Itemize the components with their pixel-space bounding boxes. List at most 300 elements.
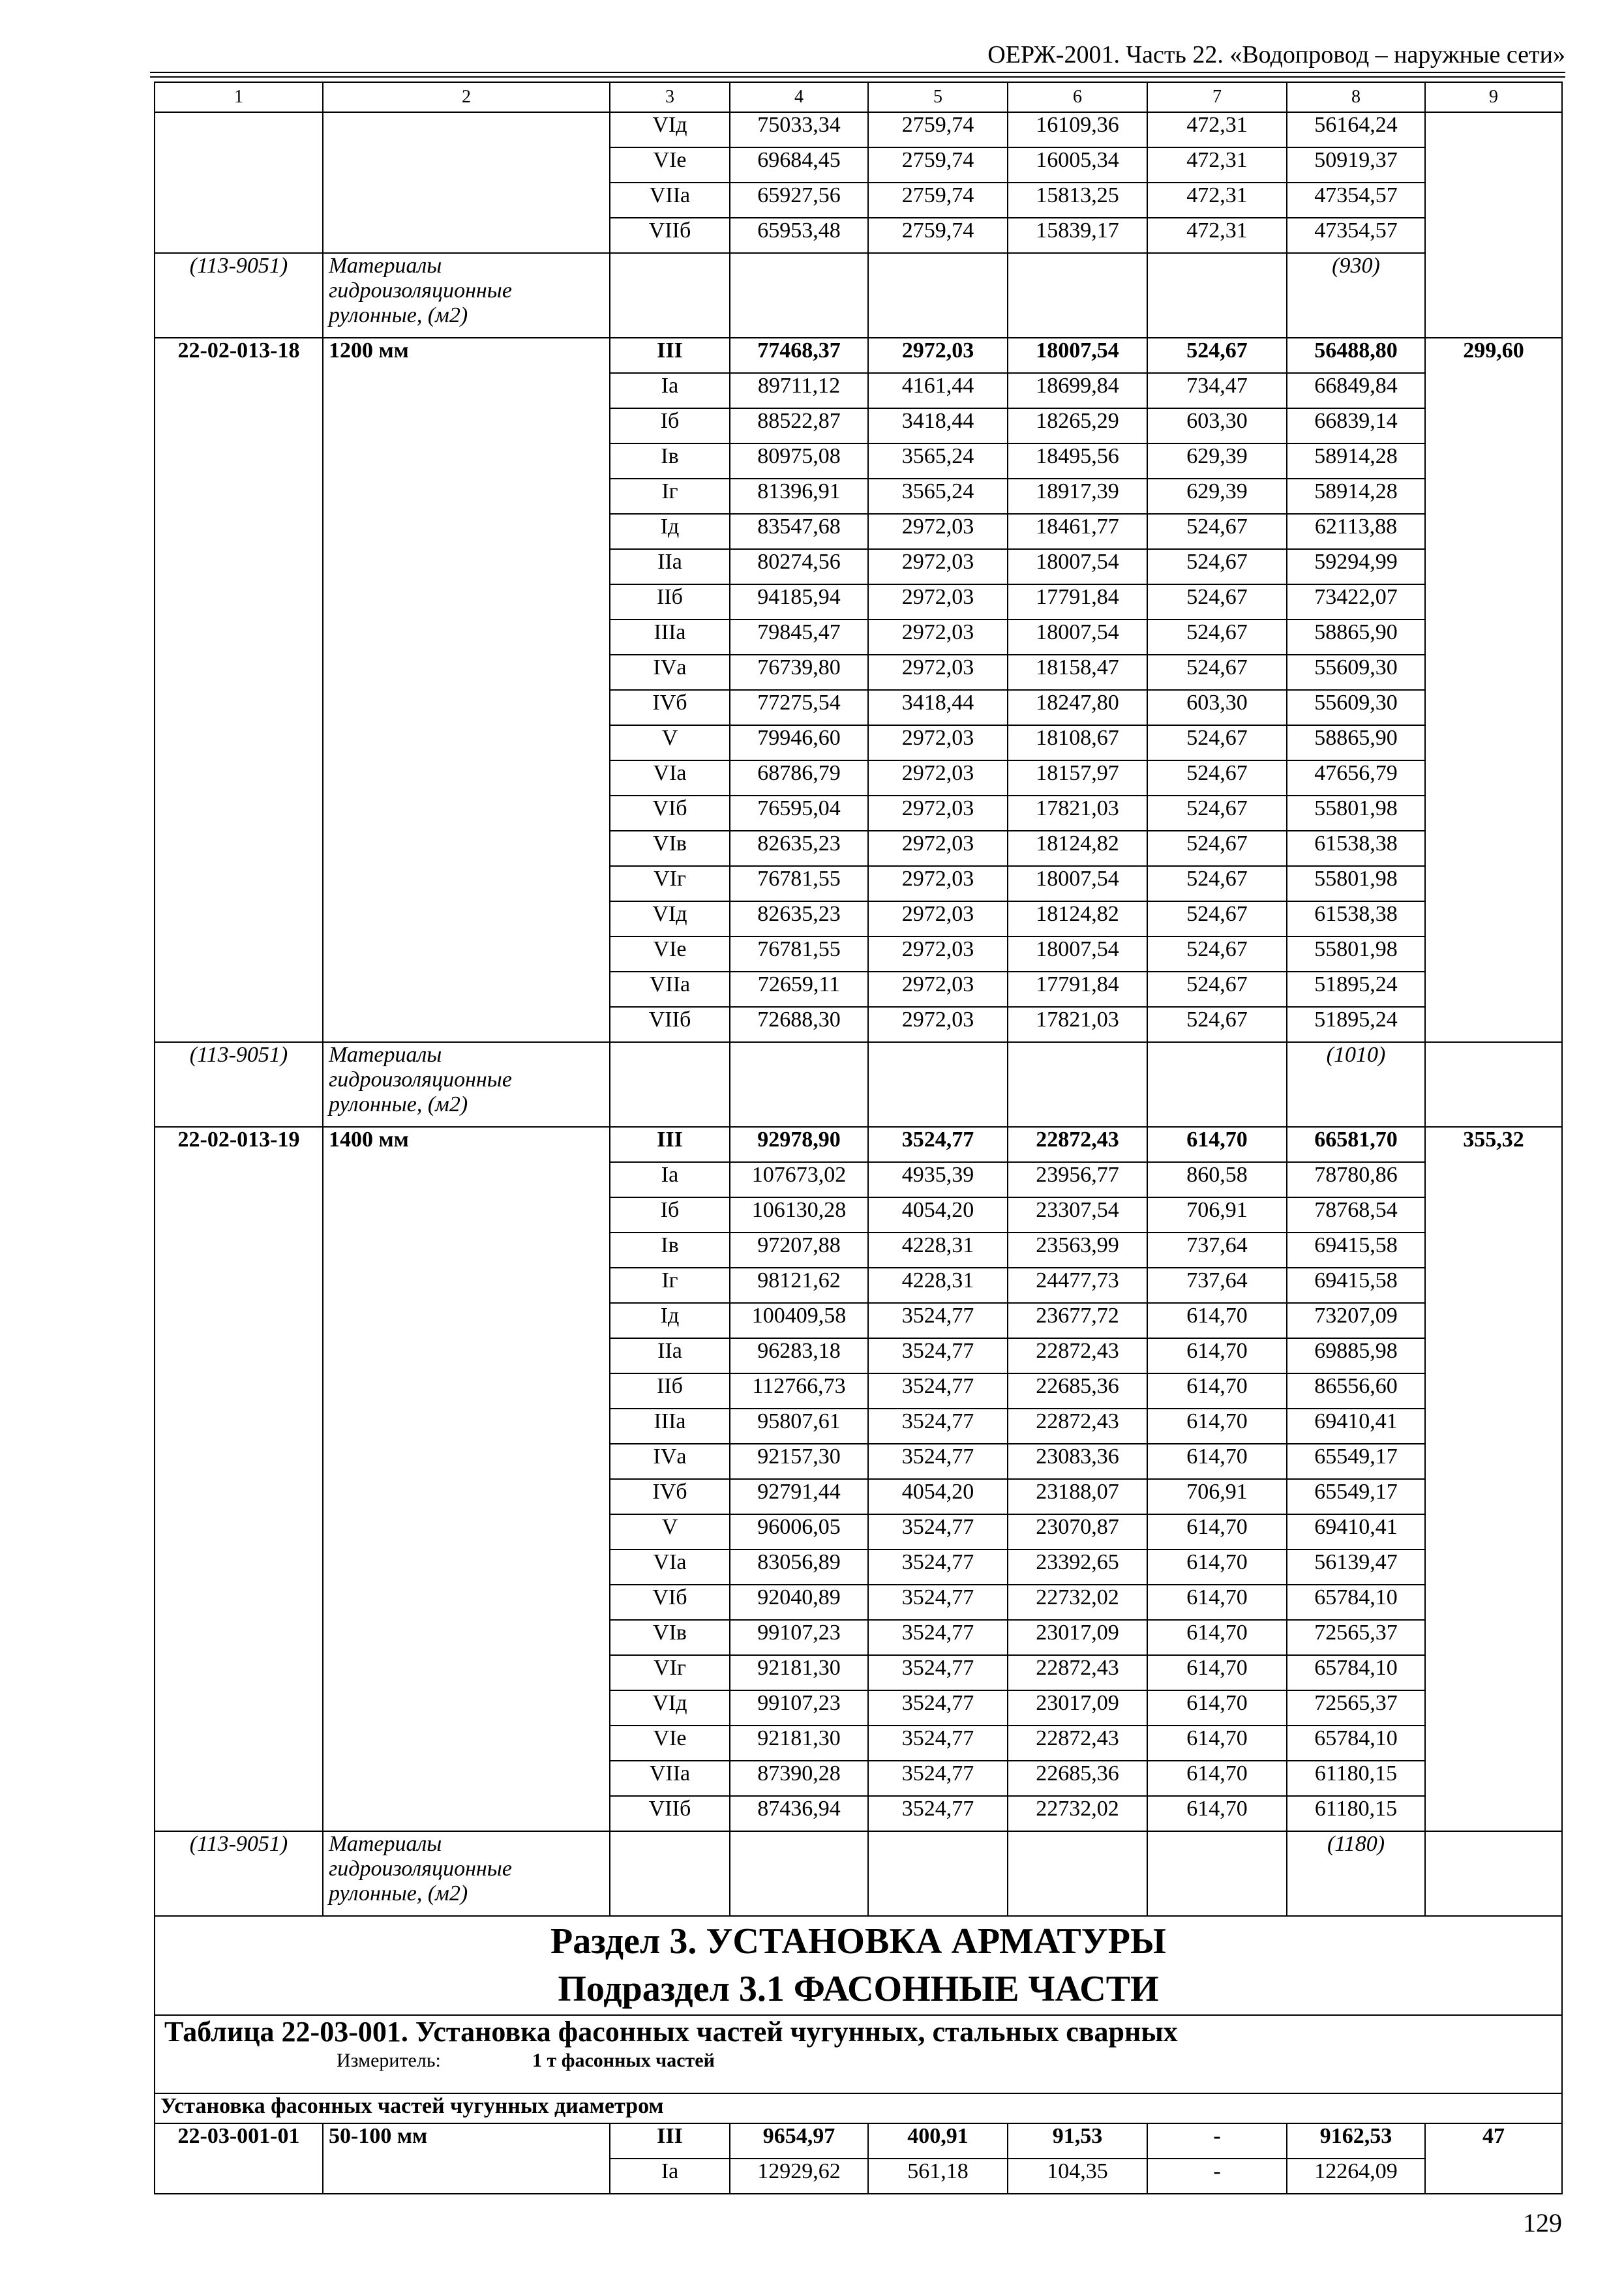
value-cell-c7: 614,70 — [1147, 1761, 1287, 1796]
zone-cell: IIIа — [610, 620, 730, 655]
value-cell-c8: 58865,90 — [1287, 620, 1425, 655]
zone-cell: VIа — [610, 760, 730, 796]
value-cell-c7: 614,70 — [1147, 1796, 1287, 1831]
zone-cell: Iв — [610, 443, 730, 479]
value-cell-c6: 23392,65 — [1008, 1549, 1147, 1585]
column-number: 2 — [323, 82, 610, 112]
value-cell-c6: 23563,99 — [1008, 1233, 1147, 1268]
zone-cell: Iв — [610, 1233, 730, 1268]
value-cell-c8: 66839,14 — [1287, 408, 1425, 443]
value-cell-c4: 77275,54 — [730, 690, 868, 725]
value-cell-c6: 16005,34 — [1008, 147, 1147, 183]
section-title: Раздел 3. УСТАНОВКА АРМАТУРЫ — [550, 1921, 1166, 1962]
value-cell-c6: 22732,02 — [1008, 1796, 1147, 1831]
material-note-row — [155, 1042, 1562, 1127]
value-cell-c6: 23956,77 — [1008, 1162, 1147, 1197]
value-cell-c5: 400,91 — [868, 2123, 1008, 2159]
value-cell-c8: 58914,28 — [1287, 443, 1425, 479]
value-cell-c7: 524,67 — [1147, 972, 1287, 1007]
value-cell-c4: 82635,23 — [730, 831, 868, 866]
value-cell-c4: 106130,28 — [730, 1197, 868, 1233]
value-cell-c8: 47354,57 — [1287, 183, 1425, 218]
value-cell-c8: 61180,15 — [1287, 1761, 1425, 1796]
value-cell-c6: 23188,07 — [1008, 1479, 1147, 1514]
value-cell-c6: 91,53 — [1008, 2123, 1147, 2159]
value-cell-c5: 2972,03 — [868, 901, 1008, 936]
zone-cell: VIIа — [610, 1761, 730, 1796]
value-cell-c4: 76781,55 — [730, 936, 868, 972]
subsection-label: Установка фасонных частей чугунных диаметром — [155, 2093, 1562, 2123]
name-cell — [323, 112, 610, 253]
value-cell-c5: 4935,39 — [868, 1162, 1008, 1197]
value-cell-c4: 79845,47 — [730, 620, 868, 655]
value-cell-c8: 65784,10 — [1287, 1655, 1425, 1690]
value-cell-c8: 55801,98 — [1287, 936, 1425, 972]
zone-cell: Iа — [610, 1162, 730, 1197]
subsection-label-row — [155, 2093, 1562, 2123]
value-cell-c5: 2972,03 — [868, 760, 1008, 796]
value-cell-c8: 86556,60 — [1287, 1373, 1425, 1409]
value-cell-c5: 2759,74 — [868, 112, 1008, 147]
value-cell-c4: 65953,48 — [730, 218, 868, 253]
total-cell — [1425, 112, 1562, 338]
value-cell-c5: 2759,74 — [868, 183, 1008, 218]
value-cell-c5: 4054,20 — [868, 1479, 1008, 1514]
empty-cell — [730, 253, 868, 338]
value-cell-c7: 614,70 — [1147, 1620, 1287, 1655]
value-cell-c6: 22872,43 — [1008, 1338, 1147, 1373]
value-cell-c5: 4228,31 — [868, 1233, 1008, 1268]
value-cell-c7: 524,67 — [1147, 725, 1287, 760]
column-number: 8 — [1287, 82, 1425, 112]
column-number: 6 — [1008, 82, 1147, 112]
value-cell-c5: 3524,77 — [868, 1338, 1008, 1373]
zone-cell: VIд — [610, 1690, 730, 1726]
value-cell-c7: 524,67 — [1147, 936, 1287, 972]
value-cell-c4: 68786,79 — [730, 760, 868, 796]
value-cell-c6: 23083,36 — [1008, 1444, 1147, 1479]
value-cell-c4: 88522,87 — [730, 408, 868, 443]
value-cell-c7: 614,70 — [1147, 1655, 1287, 1690]
value-cell-c6: 24477,73 — [1008, 1268, 1147, 1303]
material-code: (113-9051) — [155, 1042, 323, 1127]
material-name: Материалы гидроизоляционные рулонные, (м2) — [323, 1042, 610, 1127]
zone-cell: Iд — [610, 514, 730, 549]
value-cell-c4: 75033,34 — [730, 112, 868, 147]
value-cell-c5: 2972,03 — [868, 866, 1008, 901]
value-cell-c6: 18157,97 — [1008, 760, 1147, 796]
value-cell-c4: 92791,44 — [730, 1479, 868, 1514]
value-cell-c5: 4228,31 — [868, 1268, 1008, 1303]
zone-cell: IIа — [610, 549, 730, 584]
value-cell-c8: 73422,07 — [1287, 584, 1425, 620]
value-cell-c4: 9654,97 — [730, 2123, 868, 2159]
value-cell-c5: 3418,44 — [868, 690, 1008, 725]
value-cell-c7: 629,39 — [1147, 443, 1287, 479]
zone-cell: VIе — [610, 936, 730, 972]
value-cell-c8: 58865,90 — [1287, 725, 1425, 760]
empty-cell — [1147, 1042, 1287, 1127]
value-cell-c6: 22872,43 — [1008, 1726, 1147, 1761]
name-cell: 50-100 мм — [323, 2123, 610, 2194]
empty-cell — [1008, 1042, 1147, 1127]
value-cell-c5: 3524,77 — [868, 1655, 1008, 1690]
value-cell-c8: 56139,47 — [1287, 1549, 1425, 1585]
value-cell-c5: 2972,03 — [868, 725, 1008, 760]
value-cell-c6: 22685,36 — [1008, 1761, 1147, 1796]
value-cell-c5: 2972,03 — [868, 584, 1008, 620]
value-cell-c7: 614,70 — [1147, 1373, 1287, 1409]
zone-cell: Iб — [610, 1197, 730, 1233]
value-cell-c7: 614,70 — [1147, 1444, 1287, 1479]
material-name: Материалы гидроизоляционные рулонные, (м2) — [323, 1831, 610, 1916]
value-cell-c7: 614,70 — [1147, 1409, 1287, 1444]
zone-cell: III — [610, 2123, 730, 2159]
value-cell-c4: 97207,88 — [730, 1233, 868, 1268]
value-cell-c8: 69415,58 — [1287, 1233, 1425, 1268]
value-cell-c7: 614,70 — [1147, 1690, 1287, 1726]
value-cell-c5: 3524,77 — [868, 1514, 1008, 1549]
value-cell-c6: 18495,56 — [1008, 443, 1147, 479]
value-cell-c5: 3524,77 — [868, 1549, 1008, 1585]
value-cell-c4: 72688,30 — [730, 1007, 868, 1042]
zone-cell: Iб — [610, 408, 730, 443]
value-cell-c7: 524,67 — [1147, 760, 1287, 796]
value-cell-c7: 614,70 — [1147, 1338, 1287, 1373]
zone-cell: Iг — [610, 1268, 730, 1303]
value-cell-c4: 92181,30 — [730, 1655, 868, 1690]
zone-cell: Iг — [610, 479, 730, 514]
zone-cell: VIе — [610, 147, 730, 183]
value-cell-c8: 69885,98 — [1287, 1338, 1425, 1373]
value-cell-c5: 3524,77 — [868, 1303, 1008, 1338]
value-cell-c4: 92157,30 — [730, 1444, 868, 1479]
zone-cell: IVб — [610, 1479, 730, 1514]
value-cell-c6: 18247,80 — [1008, 690, 1147, 725]
zone-cell: VIа — [610, 1549, 730, 1585]
value-cell-c7: 472,31 — [1147, 147, 1287, 183]
value-cell-c5: 2972,03 — [868, 936, 1008, 972]
empty-cell — [610, 1042, 730, 1127]
value-cell-c4: 95807,61 — [730, 1409, 868, 1444]
value-cell-c8: 56164,24 — [1287, 112, 1425, 147]
value-cell-c5: 3524,77 — [868, 1409, 1008, 1444]
zone-cell: IIIа — [610, 1409, 730, 1444]
value-cell-c7: 614,70 — [1147, 1549, 1287, 1585]
column-number: 9 — [1425, 82, 1562, 112]
value-cell-c4: 65927,56 — [730, 183, 868, 218]
value-cell-c4: 99107,23 — [730, 1620, 868, 1655]
value-cell-c7: 860,58 — [1147, 1162, 1287, 1197]
zone-cell: VIIб — [610, 1007, 730, 1042]
value-cell-c5: 2972,03 — [868, 796, 1008, 831]
zone-cell: IVб — [610, 690, 730, 725]
value-cell-c6: 18699,84 — [1008, 373, 1147, 408]
value-cell-c7: 524,67 — [1147, 549, 1287, 584]
value-cell-c4: 96283,18 — [730, 1338, 868, 1373]
value-cell-c8: 55609,30 — [1287, 690, 1425, 725]
value-cell-c5: 2759,74 — [868, 218, 1008, 253]
empty-cell — [1147, 253, 1287, 338]
section-header — [155, 1916, 1562, 2015]
empty-cell — [868, 253, 1008, 338]
value-cell-c5: 561,18 — [868, 2159, 1008, 2194]
zone-cell: VIб — [610, 1585, 730, 1620]
value-cell-c6: 18124,82 — [1008, 901, 1147, 936]
material-qty: (1010) — [1287, 1042, 1425, 1127]
value-cell-c8: 58914,28 — [1287, 479, 1425, 514]
value-cell-c7: 603,30 — [1147, 408, 1287, 443]
value-cell-c7: 614,70 — [1147, 1585, 1287, 1620]
value-cell-c6: 17821,03 — [1008, 1007, 1147, 1042]
zone-cell: Iд — [610, 1303, 730, 1338]
material-note-row — [155, 253, 1562, 338]
value-cell-c4: 87436,94 — [730, 1796, 868, 1831]
zone-cell: III — [610, 1127, 730, 1162]
value-cell-c6: 22685,36 — [1008, 1373, 1147, 1409]
value-cell-c5: 2972,03 — [868, 549, 1008, 584]
material-code: (113-9051) — [155, 1831, 323, 1916]
value-cell-c6: 18265,29 — [1008, 408, 1147, 443]
value-cell-c4: 77468,37 — [730, 338, 868, 373]
zone-cell: VIIб — [610, 1796, 730, 1831]
value-cell-c6: 18007,54 — [1008, 549, 1147, 584]
value-cell-c7: 524,67 — [1147, 338, 1287, 373]
value-cell-c7: 737,64 — [1147, 1233, 1287, 1268]
value-cell-c7: - — [1147, 2159, 1287, 2194]
column-number-row — [155, 82, 1562, 112]
value-cell-c8: 12264,09 — [1287, 2159, 1425, 2194]
value-cell-c5: 3524,77 — [868, 1444, 1008, 1479]
value-cell-c5: 3524,77 — [868, 1726, 1008, 1761]
value-cell-c6: 16109,36 — [1008, 112, 1147, 147]
value-cell-c6: 18007,54 — [1008, 620, 1147, 655]
value-cell-c7: 524,67 — [1147, 901, 1287, 936]
value-cell-c6: 23307,54 — [1008, 1197, 1147, 1233]
value-cell-c8: 55801,98 — [1287, 866, 1425, 901]
value-cell-c5: 3524,77 — [868, 1373, 1008, 1409]
value-cell-c8: 50919,37 — [1287, 147, 1425, 183]
value-cell-c8: 65549,17 — [1287, 1479, 1425, 1514]
value-cell-c6: 22872,43 — [1008, 1655, 1147, 1690]
value-cell-c5: 3524,77 — [868, 1796, 1008, 1831]
value-cell-c7: 734,47 — [1147, 373, 1287, 408]
value-cell-c4: 76739,80 — [730, 655, 868, 690]
value-cell-c5: 4054,20 — [868, 1197, 1008, 1233]
value-cell-c5: 2972,03 — [868, 972, 1008, 1007]
value-cell-c5: 2759,74 — [868, 147, 1008, 183]
value-cell-c4: 92181,30 — [730, 1726, 868, 1761]
value-cell-c8: 47656,79 — [1287, 760, 1425, 796]
column-number: 7 — [1147, 82, 1287, 112]
value-cell-c6: 23070,87 — [1008, 1514, 1147, 1549]
value-cell-c7: 737,64 — [1147, 1268, 1287, 1303]
zone-cell: VIIб — [610, 218, 730, 253]
value-cell-c8: 55801,98 — [1287, 796, 1425, 831]
value-cell-c7: 629,39 — [1147, 479, 1287, 514]
value-cell-c7: 472,31 — [1147, 183, 1287, 218]
material-note-row — [155, 1831, 1562, 1916]
table-row-main — [155, 338, 1562, 373]
empty-cell — [1147, 1831, 1287, 1916]
value-cell-c4: 12929,62 — [730, 2159, 868, 2194]
value-cell-c7: 524,67 — [1147, 620, 1287, 655]
zone-cell: IIа — [610, 1338, 730, 1373]
empty-cell — [1425, 1831, 1562, 1916]
value-cell-c8: 62113,88 — [1287, 514, 1425, 549]
value-cell-c5: 2972,03 — [868, 620, 1008, 655]
value-cell-c4: 69684,45 — [730, 147, 868, 183]
value-cell-c7: 614,70 — [1147, 1303, 1287, 1338]
value-cell-c8: 59294,99 — [1287, 549, 1425, 584]
column-number: 5 — [868, 82, 1008, 112]
meter-label: Измеритель: — [337, 2050, 441, 2072]
value-cell-c5: 2972,03 — [868, 338, 1008, 373]
value-cell-c8: 47354,57 — [1287, 218, 1425, 253]
value-cell-c7: 614,70 — [1147, 1726, 1287, 1761]
value-cell-c4: 81396,91 — [730, 479, 868, 514]
value-cell-c8: 66581,70 — [1287, 1127, 1425, 1162]
value-cell-c7: 706,91 — [1147, 1197, 1287, 1233]
material-code: (113-9051) — [155, 253, 323, 338]
value-cell-c6: 22872,43 — [1008, 1127, 1147, 1162]
value-cell-c5: 2972,03 — [868, 1007, 1008, 1042]
value-cell-c5: 2972,03 — [868, 831, 1008, 866]
material-qty: (930) — [1287, 253, 1425, 338]
value-cell-c4: 112766,73 — [730, 1373, 868, 1409]
table-row — [155, 112, 1562, 147]
value-cell-c6: 17791,84 — [1008, 972, 1147, 1007]
column-number: 4 — [730, 82, 868, 112]
value-cell-c4: 76595,04 — [730, 796, 868, 831]
value-cell-c7: 524,67 — [1147, 866, 1287, 901]
value-cell-c8: 73207,09 — [1287, 1303, 1425, 1338]
zone-cell: V — [610, 1514, 730, 1549]
value-cell-c8: 61538,38 — [1287, 901, 1425, 936]
running-header: ОЕРЖ-2001. Часть 22. «Водопровод – наружные сети» — [987, 41, 1565, 68]
value-cell-c8: 78768,54 — [1287, 1197, 1425, 1233]
value-cell-c6: 18158,47 — [1008, 655, 1147, 690]
value-cell-c8: 69415,58 — [1287, 1268, 1425, 1303]
value-cell-c6: 18124,82 — [1008, 831, 1147, 866]
value-cell-c8: 61180,15 — [1287, 1796, 1425, 1831]
table-row-main — [155, 1127, 1562, 1162]
header-rule — [150, 72, 1565, 73]
value-cell-c6: 18007,54 — [1008, 866, 1147, 901]
zone-cell: VIб — [610, 796, 730, 831]
value-cell-c7: 603,30 — [1147, 690, 1287, 725]
value-cell-c5: 3524,77 — [868, 1761, 1008, 1796]
empty-cell — [1008, 1831, 1147, 1916]
name-cell: 1400 мм — [323, 1127, 610, 1831]
value-cell-c7: 472,31 — [1147, 218, 1287, 253]
value-cell-c7: 524,67 — [1147, 514, 1287, 549]
value-cell-c7: 524,67 — [1147, 796, 1287, 831]
value-cell-c8: 65784,10 — [1287, 1726, 1425, 1761]
value-cell-c7: 524,67 — [1147, 831, 1287, 866]
value-cell-c7: 524,67 — [1147, 655, 1287, 690]
empty-cell — [868, 1042, 1008, 1127]
value-cell-c8: 78780,86 — [1287, 1162, 1425, 1197]
column-number: 1 — [155, 82, 323, 112]
value-cell-c6: 18917,39 — [1008, 479, 1147, 514]
total-cell: 299,60 — [1425, 338, 1562, 1042]
zone-cell: VIв — [610, 831, 730, 866]
value-cell-c4: 79946,60 — [730, 725, 868, 760]
value-cell-c6: 17821,03 — [1008, 796, 1147, 831]
value-cell-c7: 706,91 — [1147, 1479, 1287, 1514]
zone-cell: III — [610, 338, 730, 373]
zone-cell: IIб — [610, 1373, 730, 1409]
value-cell-c4: 83547,68 — [730, 514, 868, 549]
value-cell-c4: 107673,02 — [730, 1162, 868, 1197]
name-cell: 1200 мм — [323, 338, 610, 1042]
value-cell-c5: 3524,77 — [868, 1585, 1008, 1620]
zone-cell: VIIа — [610, 183, 730, 218]
value-cell-c5: 3524,77 — [868, 1620, 1008, 1655]
value-cell-c8: 51895,24 — [1287, 972, 1425, 1007]
code-cell — [155, 112, 323, 253]
value-cell-c4: 100409,58 — [730, 1303, 868, 1338]
value-cell-c8: 69410,41 — [1287, 1409, 1425, 1444]
value-cell-c4: 87390,28 — [730, 1761, 868, 1796]
value-cell-c8: 9162,53 — [1287, 2123, 1425, 2159]
zone-cell: VIе — [610, 1726, 730, 1761]
value-cell-c5: 3418,44 — [868, 408, 1008, 443]
value-cell-c6: 18108,67 — [1008, 725, 1147, 760]
value-cell-c4: 89711,12 — [730, 373, 868, 408]
value-cell-c6: 18007,54 — [1008, 936, 1147, 972]
value-cell-c7: 472,31 — [1147, 112, 1287, 147]
value-cell-c4: 82635,23 — [730, 901, 868, 936]
value-cell-c4: 92040,89 — [730, 1585, 868, 1620]
code-cell: 22-03-001-01 — [155, 2123, 323, 2194]
subsection-title: Подраздел 3.1 ФАСОННЫЕ ЧАСТИ — [558, 1969, 1159, 2009]
zone-cell: IVа — [610, 1444, 730, 1479]
value-cell-c8: 66849,84 — [1287, 373, 1425, 408]
value-cell-c8: 65549,17 — [1287, 1444, 1425, 1479]
value-cell-c5: 2972,03 — [868, 655, 1008, 690]
value-cell-c8: 51895,24 — [1287, 1007, 1425, 1042]
value-cell-c8: 56488,80 — [1287, 338, 1425, 373]
code-cell: 22-02-013-18 — [155, 338, 323, 1042]
value-cell-c8: 72565,37 — [1287, 1690, 1425, 1726]
zone-cell: V — [610, 725, 730, 760]
table-row-main — [155, 2123, 1562, 2159]
value-cell-c7: 614,70 — [1147, 1127, 1287, 1162]
zone-cell: Iа — [610, 373, 730, 408]
value-cell-c6: 22872,43 — [1008, 1409, 1147, 1444]
value-cell-c4: 80274,56 — [730, 549, 868, 584]
empty-cell — [610, 1831, 730, 1916]
value-cell-c7: 524,67 — [1147, 1007, 1287, 1042]
value-cell-c8: 69410,41 — [1287, 1514, 1425, 1549]
zone-cell: VIд — [610, 901, 730, 936]
value-cell-c4: 98121,62 — [730, 1268, 868, 1303]
table-title-row — [155, 2015, 1562, 2093]
zone-cell: VIд — [610, 112, 730, 147]
rates-table — [154, 82, 1563, 2194]
table-title: Таблица 22-03-001. Установка фасонных частей чугунных, стальных сварных — [164, 2016, 1178, 2048]
material-name: Материалы гидроизоляционные рулонные, (м2) — [323, 253, 610, 338]
value-cell-c6: 17791,84 — [1008, 584, 1147, 620]
value-cell-c4: 72659,11 — [730, 972, 868, 1007]
value-cell-c6: 23017,09 — [1008, 1690, 1147, 1726]
header-rule — [150, 76, 1565, 78]
value-cell-c5: 3524,77 — [868, 1690, 1008, 1726]
value-cell-c5: 3565,24 — [868, 443, 1008, 479]
total-cell: 355,32 — [1425, 1127, 1562, 1831]
